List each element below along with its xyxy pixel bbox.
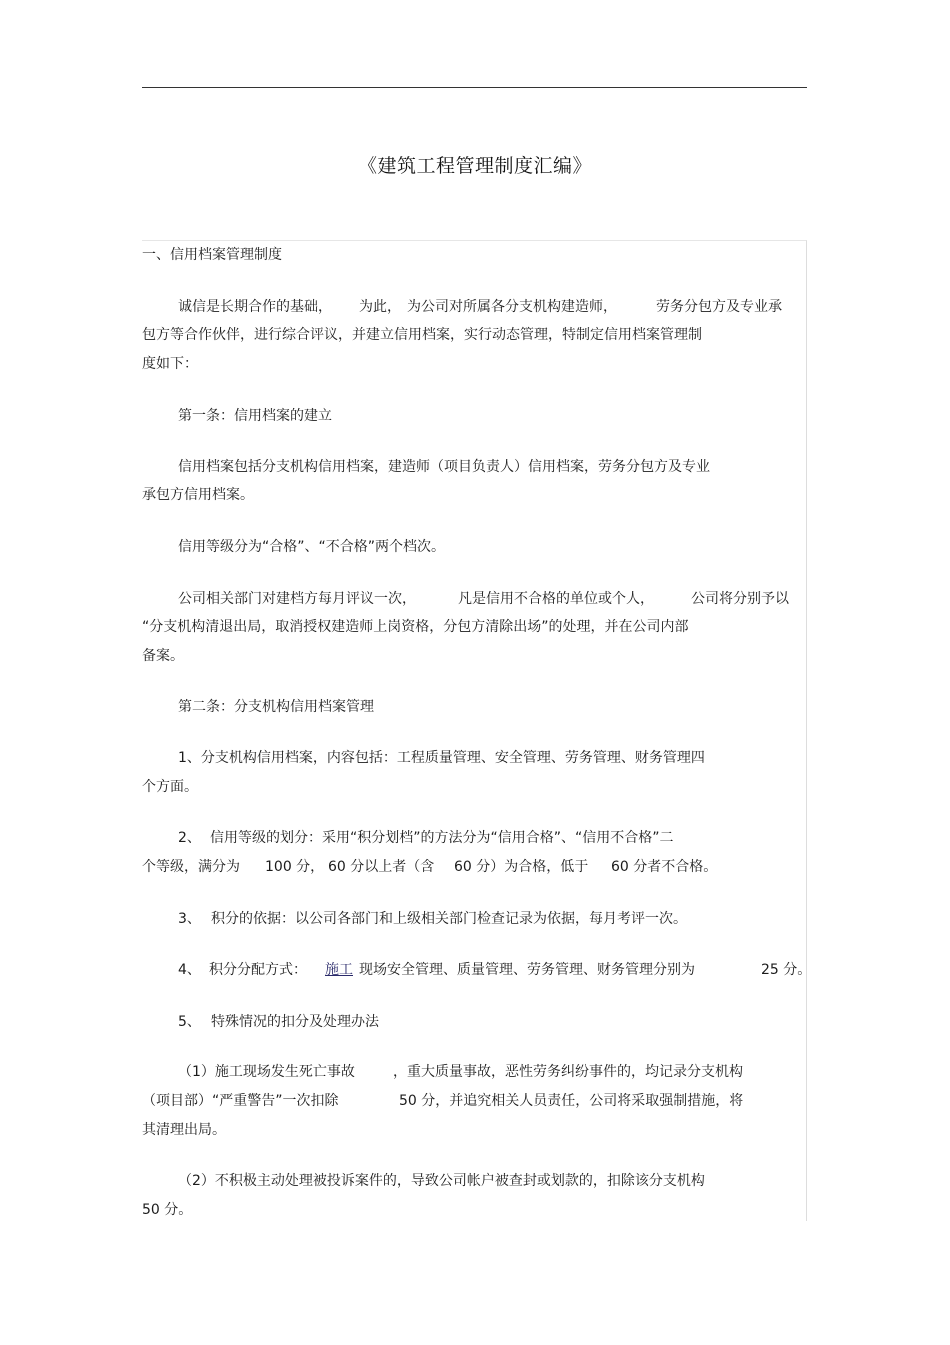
- article1-p3-line3: 备案。: [142, 648, 184, 664]
- item1-line1: 1、分支机构信用档案，内容包括：工程质量管理、安全管理、劳务管理、财务管理四: [178, 750, 705, 766]
- sub1-line1a: （1）施工现场发生死亡事故: [178, 1064, 355, 1080]
- sub1-line2b: 50 分，并追究相关人员责任，公司将采取强制措施，将: [399, 1093, 744, 1109]
- item4-label: 积分分配方式：: [209, 962, 307, 978]
- item5-number: 5、: [178, 1014, 201, 1030]
- item3-number: 3、: [178, 911, 201, 927]
- article1-p3-line1a: 公司相关部门对建档方每月评议一次，: [178, 591, 416, 607]
- item4-text: 现场安全管理、质量管理、劳务管理、财务管理分别为: [359, 962, 695, 978]
- article1-p3-line1b: 凡是信用不合格的单位或个人，: [458, 591, 654, 607]
- intro-line-1c: 为公司对所属各分支机构建造师，: [407, 299, 617, 315]
- article1-p3-line1c: 公司将分别予以: [691, 591, 789, 607]
- article1-heading: 第一条：信用档案的建立: [178, 408, 332, 424]
- article1-p1-line2: 承包方信用档案。: [142, 487, 254, 503]
- article1-p2: 信用等级分为“合格”、“不合格”两个档次。: [178, 539, 446, 555]
- intro-line-2: 包方等合作伙伴，进行综合评议，并建立信用档案，实行动态管理，特制定信用档案管理制: [142, 327, 702, 343]
- construction-link[interactable]: 施工: [325, 962, 353, 978]
- item4-number: 4、: [178, 962, 201, 978]
- intro-line-1b: 为此，: [359, 299, 401, 315]
- sub2-line2: 50 分。: [142, 1202, 193, 1218]
- item2-line2b: 100 分，: [265, 859, 325, 875]
- item1-line2: 个方面。: [142, 779, 198, 795]
- item2-line2d: 60 分）为合格，低于: [454, 859, 589, 875]
- intro-line-1a: 诚信是长期合作的基础，: [178, 299, 332, 315]
- sub1-line3: 其清理出局。: [142, 1122, 226, 1138]
- item2-line2c: 60 分以上者（含: [328, 859, 435, 875]
- article2-heading: 第二条：分支机构信用档案管理: [178, 699, 374, 715]
- header-rule: [142, 87, 807, 88]
- section-heading: 一、信用档案管理制度: [142, 247, 282, 263]
- item4-score: 25 分。: [761, 962, 812, 978]
- item5-text: 特殊情况的扣分及处理办法: [211, 1014, 379, 1030]
- sub1-line1b: ，重大质量事故，恶性劳务纠纷事件的，均记录分支机构: [393, 1064, 743, 1080]
- sub1-line2a: （项目部）“严重警告”一次扣除: [142, 1093, 339, 1109]
- intro-line-3: 度如下：: [142, 356, 198, 372]
- item2-number: 2、: [178, 830, 201, 846]
- item2-line1: 信用等级的划分：采用“积分划档”的方法分为“信用合格”、“信用不合格”二: [210, 830, 674, 846]
- article1-p3-line2: “分支机构清退出局，取消授权建造师上岗资格，分包方清除出场”的处理，并在公司内部: [142, 619, 689, 635]
- article1-p1-line1: 信用档案包括分支机构信用档案，建造师（项目负责人）信用档案，劳务分包方及专业: [178, 459, 710, 475]
- intro-line-1d: 劳务分包方及专业承: [656, 299, 782, 315]
- item2-line2e: 60 分者不合格。: [611, 859, 718, 875]
- document-title: 《建筑工程管理制度汇编》: [357, 155, 592, 177]
- item2-line2a: 个等级，满分为: [142, 859, 240, 875]
- item3-text: 积分的依据：以公司各部门和上级相关部门检查记录为依据，每月考评一次。: [211, 911, 687, 927]
- sub2-line1: （2）不积极主动处理被投诉案件的，导致公司帐户被查封或划款的，扣除该分支机构: [178, 1173, 705, 1189]
